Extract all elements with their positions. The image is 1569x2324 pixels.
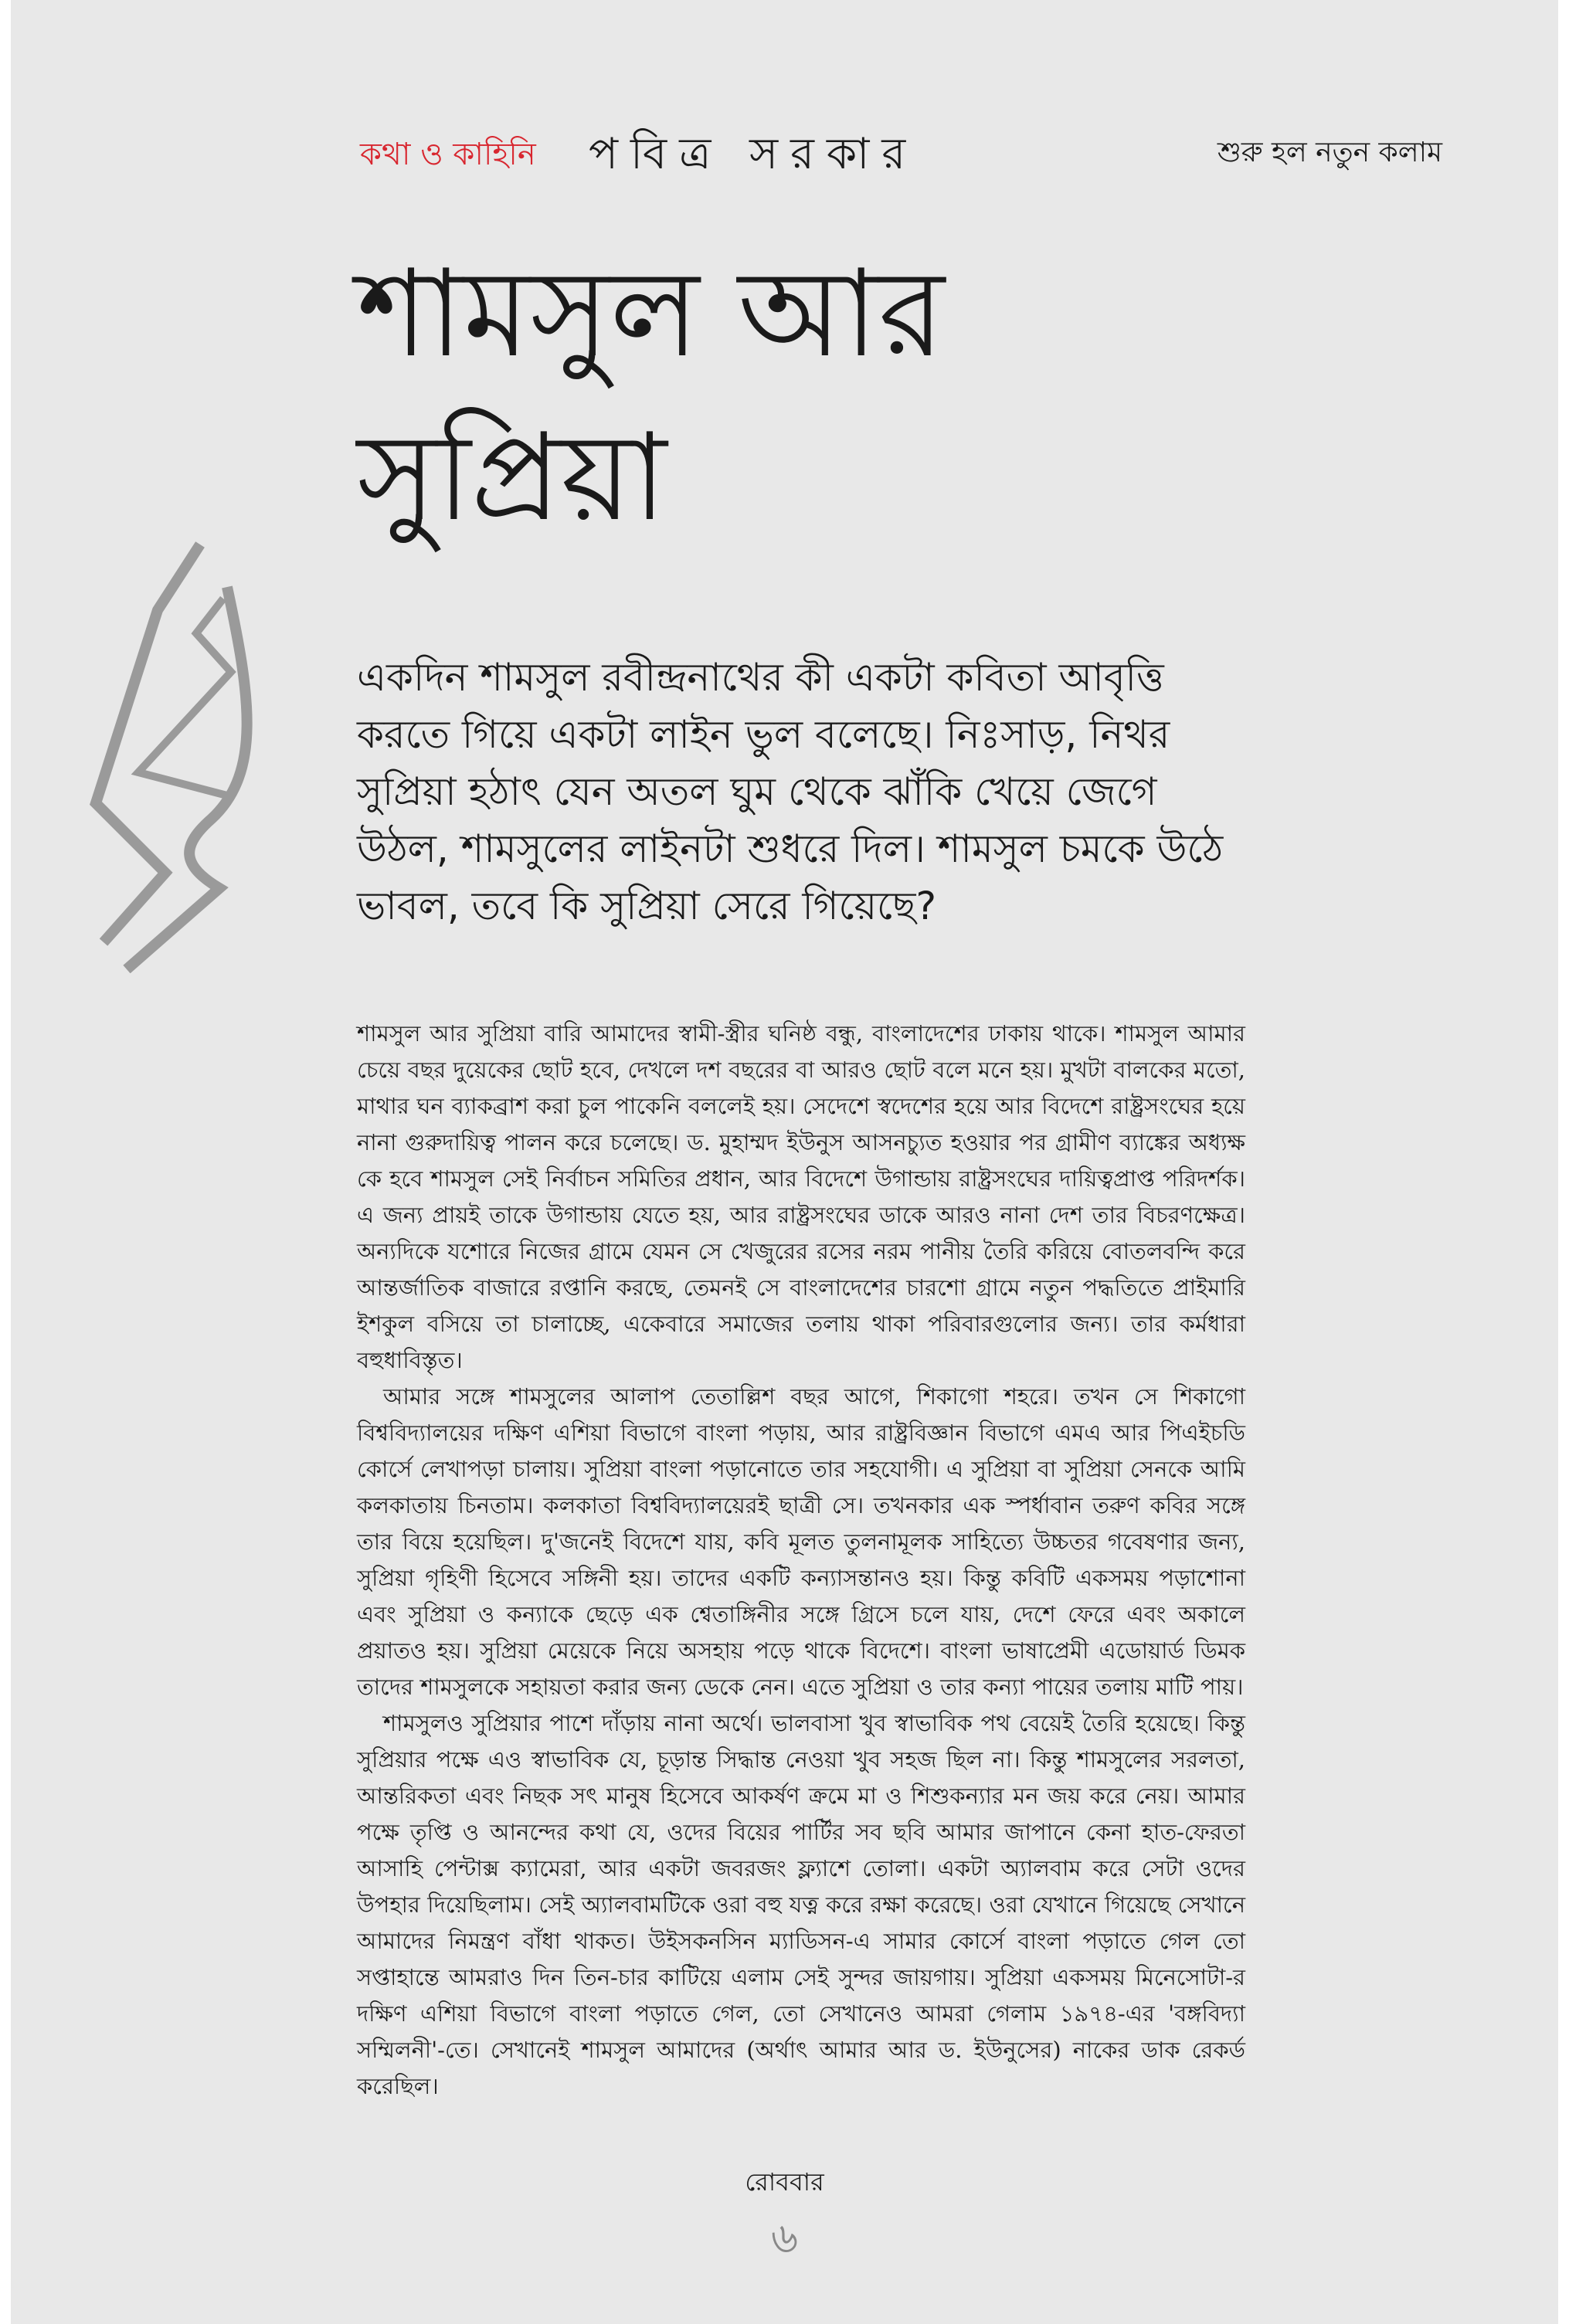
magazine-name: রোববার xyxy=(745,2167,824,2197)
title-line-2: সুপ্রিয়া xyxy=(357,407,667,548)
article-title xyxy=(357,232,1361,559)
section-label: কথা ও কাহিনি xyxy=(360,137,536,172)
page-number: ৬ xyxy=(770,2214,799,2262)
header-bar xyxy=(11,116,1558,178)
lead-paragraph: একদিন শামসুল রবীন্দ্রনাথের কী একটা কবিতা আবৃত্তি করতে গিয়ে একটা লাইন ভুল বলেছে। নিঃসাড়, নিথর সুপ্রিয়া হঠাৎ যেন অতল ঘুম থেকে ঝাঁকি খেয়ে জেগে উঠল, শামসুলের লাইনটা শুধরে দিল। শামসুল চমকে উঠে ভাবল, তবে কি সুপ্রিয়া সেরে গিয়েছে? xyxy=(357,655,1224,928)
body-paragraph: শামসুলও সুপ্রিয়ার পাশে দাঁড়ায় নানা অর্থে। ভালবাসা খুব স্বাভাবিক পথ বেয়েই তৈরি হয়েছে। কিন্তু সুপ্রিয়ার পক্ষে এও স্বাভাবিক যে, চূড়ান্ত সিদ্ধান্ত নেওয়া খুব সহজ ছিল না। কিন্তু শামসুলের সরলতা, আন্তরিকতা এবং নিছক সৎ মানুষ হিসেবে আকর্ষণ ক্রমে মা ও শিশুকন্যার মন জয় করে নেয়। আমার পক্ষে তৃপ্তি ও আনন্দের কথা যে, ওদের বিয়ের পার্টির সব ছবি আমার জাপানে কেনা হাত-ফেরতা আসাহি পেন্টাক্স ক্যামেরা, আর একটা জবরজং ফ্ল্যাশে তোলা। একটা অ্যালবাম করে সেটা ওদের উপহার দিয়েছিলাম। সেই অ্যালবামটিকে ওরা বহু যত্ন করে রক্ষা করেছে। ওরা যেখানে গিয়েছে সেখানে আমাদের নিমন্ত্রণ বাঁধা থাকত। উইসকনসিন ম্যাডিসন-এ সামার কোর্সে বাংলা পড়াতে গেল তো সপ্তাহান্তে আমরাও দিন তিন-চার কাটিয়ে এলাম সেই সুন্দর জায়গায়। সুপ্রিয়া একসময় মিনেসোটা-র দক্ষিণ এশিয়া বিভাগে বাংলা পড়াতে গেল, তো সেখানেও আমরা গেলাম ১৯৭৪-এর 'বঙ্গবিদ্যা সম্মিলনী'-তে। সেখানেই শামসুল আমাদের (অর্থাৎ আমার আর ড. ইউনুসের) নাকের ডাক রেকর্ড করেছিল। xyxy=(357,1710,1245,2099)
column-note: শুরু হল নতুন কলাম xyxy=(1217,137,1442,168)
title-line-1: শামসুল আর xyxy=(357,243,945,384)
face-outline-stroke xyxy=(96,545,200,942)
body-paragraph: আমার সঙ্গে শামসুলের আলাপ তেতাল্লিশ বছর আগে, শিকাগো শহরে। তখন সে শিকাগো বিশ্ববিদ্যালয়ের দক্ষিণ এশিয়া বিভাগে বাংলা পড়ায়, আর রাষ্ট্রবিজ্ঞান বিভাগে এমএ আর পিএইচডি কোর্সে লেখাপড়া চালায়। সুপ্রিয়া বাংলা পড়ানোতে তার সহযোগী। এ সুপ্রিয়া বা সুপ্রিয়া সেনকে আমি কলকাতায় চিনতাম। কলকাতা বিশ্ববিদ্যালয়েরই ছাত্রী সে। তখনকার এক স্পর্ধাবান তরুণ কবির সঙ্গে তার বিয়ে হয়েছিল। দু'জনেই বিদেশে যায়, কবি মূলত তুলনামূলক সাহিত্যে উচ্চতর গবেষণার জন্য, সুপ্রিয়া গৃহিণী হিসেবে সঙ্গিনী হয়। তাদের একটি কন্যাসন্তানও হয়। কিন্তু কবিটি একসময় পড়াশোনা এবং সুপ্রিয়া ও কন্যাকে ছেড়ে এক শ্বেতাঙ্গিনীর সঙ্গে গ্রিসে চলে যায়, দেশে ফেরে এবং অকালে প্রয়াতও হয়। সুপ্রিয়া মেয়েকে নিয়ে অসহায় পড়ে থাকে বিদেশে। বাংলা ভাষাপ্রেমী এডোয়ার্ড ডিমক তাদের শামসুলকে সহায়তা করার জন্য ডেকে নেন। এতে সুপ্রিয়া ও তার কন্যা পায়ের তলায় মাটি পায়। xyxy=(357,1383,1245,1700)
page-footer xyxy=(11,2163,1558,2275)
author-name: পবিত্র সরকার xyxy=(589,129,919,179)
article-body xyxy=(357,1016,1245,2105)
page xyxy=(11,0,1558,2324)
face-profile-illustration xyxy=(65,541,297,973)
body-paragraph: শামসুল আর সুপ্রিয়া বারি আমাদের স্বামী-স্ত্রীর ঘনিষ্ঠ বন্ধু, বাংলাদেশের ঢাকায় থাকে। শামসুল আমার চেয়ে বছর দুয়েকের ছোট হবে, দেখলে দশ বছরের বা আরও ছোট বলে মনে হয়। মুখটা বালকের মতো, মাথার ঘন ব্যাকব্রাশ করা চুল পাকেনি বললেই হয়। সেদেশে স্বদেশের হয়ে আর বিদেশে রাষ্ট্রসংঘের হয়ে নানা গুরুদায়িত্ব পালন করে চলেছে। ড. মুহাম্মদ ইউনুস আসনচ্যুত হওয়ার পর গ্রামীণ ব্যাঙ্কের অধ্যক্ষ কে হবে শামসুল সেই নির্বাচন সমিতির প্রধান, আর বিদেশে উগান্ডায় রাষ্ট্রসংঘের দায়িত্বপ্রাপ্ত পরিদর্শক। এ জন্য প্রায়ই তাকে উগান্ডায় যেতে হয়, আর রাষ্ট্রসংঘের ডাকে আরও নানা দেশ তার বিচরণক্ষেত্র। অন্যদিকে যশোরে নিজের গ্রামে যেমন সে খেজুরের রসের নরম পানীয় তৈরি করিয়ে বোতলবন্দি করে আন্তর্জাতিক বাজারে রপ্তানি করছে, তেমনই সে বাংলাদেশের চারশো গ্রামে নতুন পদ্ধতিতে প্রাইমারি ইশকুল বসিয়ে তা চালাচ্ছে, একেবারে সমাজের তলায় থাকা পরিবারগুলোর জন্য। তার কর্মধারা বহুধাবিস্তৃত। xyxy=(357,1020,1245,1373)
